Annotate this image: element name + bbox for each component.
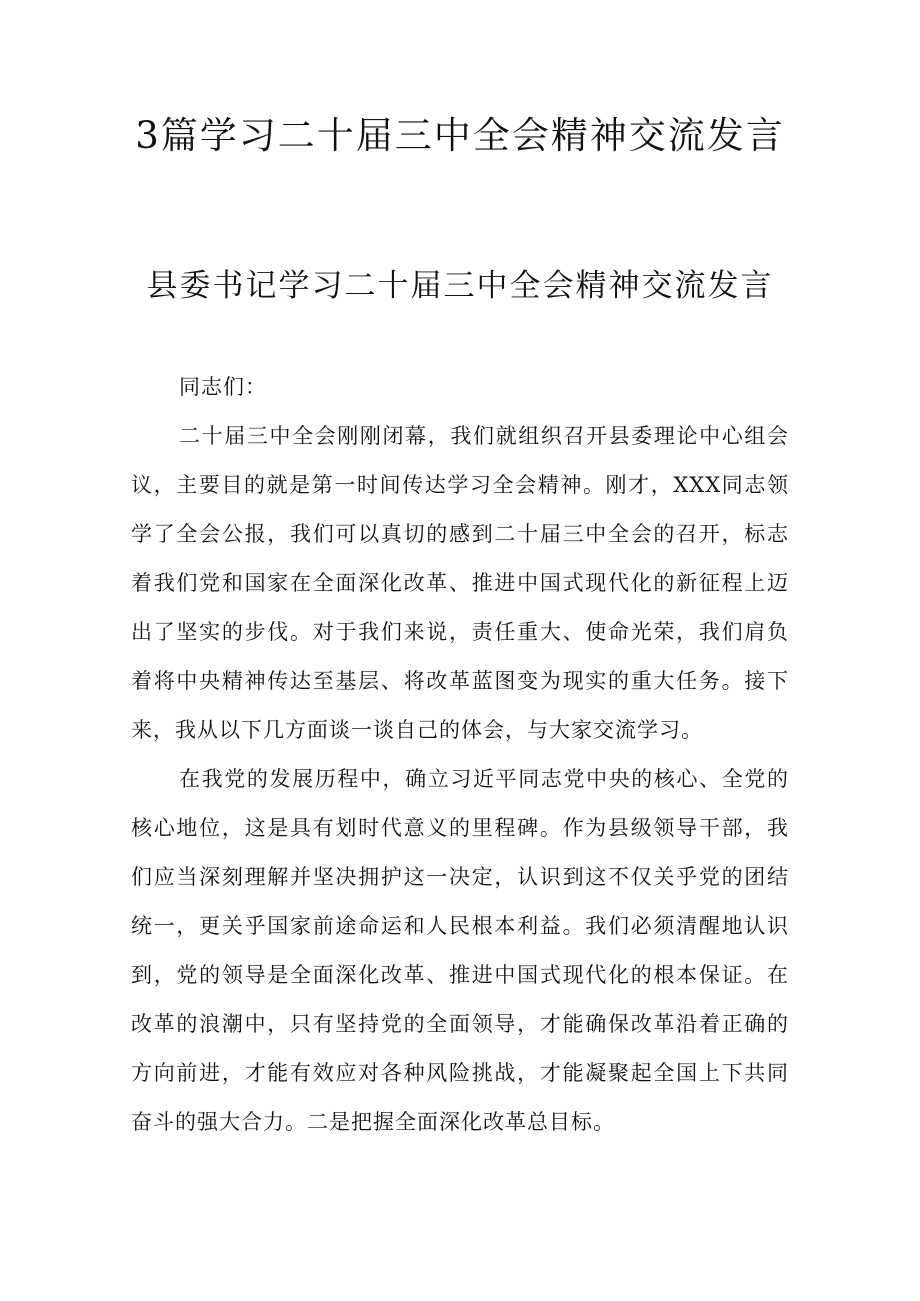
salutation: 同志们： xyxy=(179,375,267,399)
speech-title: 县委书记学习二十届三中全会精神交流发言 xyxy=(146,268,774,304)
document-title: 3篇学习二十届三中全会精神交流发言 xyxy=(135,114,785,157)
document-body xyxy=(131,363,789,1147)
paragraph-2: 在我党的发展历程中，确立习近平同志党中央的核心、全党的核心地位，这是具有划时代意义的里程碑。作为县级领导干部，我们应当深刻理解并坚决拥护这一决定，认识到这不仅关乎党的团结统一，更关乎国家前途命运和人民根本利益。我们必须清醒地认识到，党的领导是全面深化改革、推进中国式现代化的根本保证。在改革的浪潮中，只有坚持党的全面领导，才能确保改革沿着正确的方向前进，才能有效应对各种风险挑战，才能凝聚起全国上下共同奋斗的强大合力。二是把握全面深化改革总目标。 xyxy=(131,767,789,1134)
paragraph-1: 二十届三中全会刚刚闭幕，我们就组织召开县委理论中心组会议，主要目的就是第一时间传达学习全会精神。刚才，XXX同志领学了全会公报，我们可以真切的感到二十届三中全会的召开，标志着我们党和国家在全面深化改革、推进中国式现代化的新征程上迈出了坚实的步伐。对于我们来说，责任重大、使命光荣，我们肩负着将中央精神传达至基层、将改革蓝图变为现实的重大任务。接下来，我从以下几方面谈一谈自己的体会，与大家交流学习。 xyxy=(131,424,789,742)
